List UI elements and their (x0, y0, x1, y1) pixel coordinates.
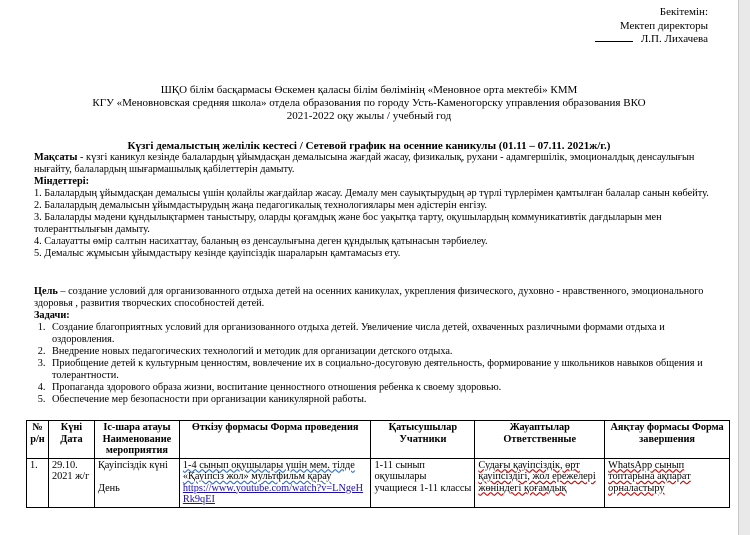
cell-responsible: Судағы қауіпсіздік, өрт қауіпсіздігі, жол ережелері жөніндегі қоғамдық (475, 458, 605, 507)
kz-section (34, 152, 724, 260)
ru-task-3: 3. Приобщение детей к культурным ценностям, вовлечение их в социально-досуговую деятельность, формирование у школьников навыков общения и толерантности. (48, 358, 724, 382)
header-participants: Қатысушылар Учатники (371, 421, 475, 459)
header-event: Іс-шара атауы Наименование мероприятия (94, 421, 179, 459)
header-responsible: Жауаптылар Ответственные (475, 421, 605, 459)
ru-task-2: 2. Внедрение новых педагогических технологий и методик для организации детского отдыха. (48, 346, 724, 358)
org-name-ru: КГУ «Меновновская средняя школа» отдела образования по городу Усть-Каменогорску управления образования ВКО (92, 97, 646, 109)
header-date: Күні Дата (48, 421, 94, 459)
org-name-kz: ШҚО білім басқармасы Өскемен қаласы білім бөлімінің «Меновное орта мектебі» КММ (160, 84, 578, 96)
window-edge (738, 0, 750, 535)
cell-form (179, 458, 371, 507)
ru-task-4: 4. Пропаганда здорового образа жизни, воспитание ценностного отношения ребенка к своему здоровью. (48, 382, 724, 394)
table-header-row (27, 421, 730, 459)
kz-task-1: 1. Балалардың ұйымдасқан демалысы үшін қолайлы жағдайлар жасау. Демалу мен сауықтырудың әр түрлі түрлерімен қамтылған балалар санын көбейту. (34, 188, 709, 199)
kz-goal (34, 152, 724, 176)
kz-goal-text: - күзгі каникул кезінде балалардың ұйымдасқан демалысына жағдай жасау, физикалық, рухани - адамгершілік, эмоционалдық денсаулығын нығайту, балалардың шығармашылық қабілеттерін дамыту. (34, 152, 695, 175)
table-row (27, 458, 730, 507)
cell-date: 29.10. 2021 ж/г (48, 458, 94, 507)
kz-tasks-label: Міндеттері: (34, 176, 89, 187)
ru-task-list (34, 322, 724, 406)
cell-final: WhatsApp сынып топтарына ақпарат орналастыру (605, 458, 730, 507)
academic-year: 2021-2022 оқу жылы / учебный год (286, 110, 452, 122)
approval-title: Бекітемін: (659, 6, 708, 18)
ru-section (34, 286, 724, 406)
event-kz: Қауіпсіздік күні (97, 459, 168, 471)
video-link[interactable]: https://www.youtube.com/watch?v=LNgeHRk9qEI (182, 482, 364, 505)
ru-task-5: 5. Обеспечение мер безопасности при организации каникулярной работы. (48, 394, 724, 406)
ru-goal-label: Цель (34, 286, 58, 297)
ru-goal (34, 286, 724, 310)
approval-block (595, 6, 708, 47)
ru-tasks-label: Задачи: (34, 310, 70, 321)
header-form: Өткізу формасы Форма проведения (179, 421, 371, 459)
form-text: 1-4 сынып оқушылары үшін мем. тілде «Қауіпсіз жол» мультфильм қарау (182, 459, 355, 482)
kz-task-5: 5. Демалыс жұмысын ұйымдастыру кезінде қауіпсіздік шараларын қамтамасыз ету. (34, 248, 401, 259)
approval-position: Мектеп директоры (619, 19, 708, 32)
kz-task-3: 3. Балаларды мәдени құндылықтармен таныстыру, оларды қоғамдық және бос уақытқа тарту, оқушылардың коммуникативтік дағдыларын мен толеранттылығын дамыту. (34, 212, 662, 235)
ru-goal-text: – создание условий для организованного отдыха детей на осенних каникулах, укрепления физического, духовно - нравственного, эмоционального здоровья , развития творческих способностей детей. (34, 286, 704, 309)
cell-participants: 1-11 сынып оқушылары учащиеся 1-11 классы (371, 458, 475, 507)
approval-name: Л.П. Лихачева (640, 33, 708, 45)
header-final: Аяқтау формасы Форма завершения (605, 421, 730, 459)
ru-task-1: 1. Создание благоприятных условий для организованного отдыха детей. Увеличение числа детей, охваченных различными формами отдыха и оздоровления. (48, 322, 724, 346)
kz-task-2: 2. Балалардың демалысын ұйымдастырудың жаңа педагогикалық технологиялары мен әдістерін енгізу. (34, 200, 487, 211)
header-num: № р/н (27, 421, 49, 459)
kz-task-4: 4. Салауатты өмір салтын насихаттау, баланың өз денсаулығына деген құндылық қатынасын тәрбиелеу. (34, 236, 488, 247)
signature-line (595, 41, 633, 42)
cell-num: 1. (27, 458, 49, 507)
kz-goal-label: Мақсаты (34, 152, 78, 163)
event-ru: День (97, 483, 120, 494)
schedule-table (26, 420, 730, 508)
document-title: Күзгі демалыстың желілік кестесі / Сетевой график на осенние каникулы (01.11 – 07.11. 2021ж/г.) (127, 140, 611, 152)
cell-event (94, 458, 179, 507)
